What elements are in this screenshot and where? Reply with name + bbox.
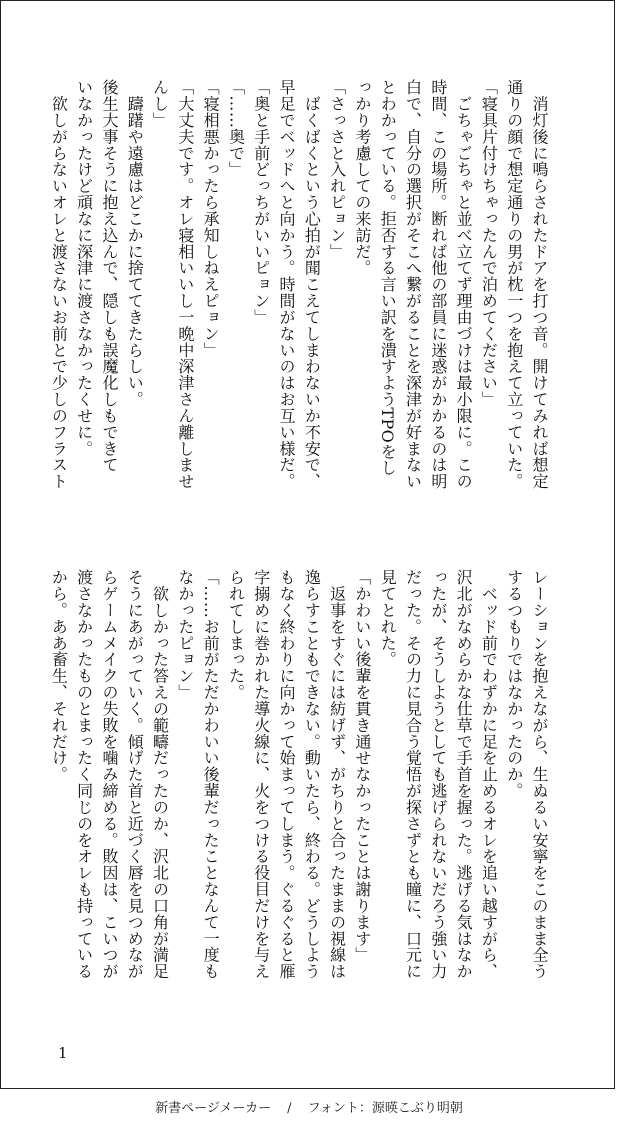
text-column: 字搦めに巻かれた導火線に、火をつける役目だけを与え [251, 569, 271, 980]
text-column: 返事をすぐには紡げず、がちりと合ったままの視線は [327, 569, 347, 980]
text-block-bottom [49, 569, 552, 1014]
text-column: そうにあがっていく。傾げた首と近づく唇を見つめなが [125, 569, 145, 980]
text-column: 欲しかった答えの範疇だったのか、沢北の口角が満足 [150, 569, 170, 980]
text-column: 時間、この場所。断れば他の部員に迷惑がかかるのは明 [428, 79, 448, 490]
text-column: 「さっさと入れピョン」 [327, 79, 347, 260]
text-column: ったが、そうしようとしても逃げられないだろう強い力 [428, 569, 448, 980]
text-column: らゲームメイクの失敗を噛み締める。敗因は、こいつが [99, 569, 119, 980]
text-column: レーションを抱えながら、生ぬるい安寧をこのまま全う [530, 569, 549, 980]
text-column: 「大丈夫です。オレ寝相いいし一晩中深津さん離しませ [175, 79, 195, 490]
text-column: 消灯後に鳴らされたドアを打つ音。開けてみれば想定 [530, 79, 549, 490]
text-column: 「寝相悪かったら承知しねえピョン」 [201, 79, 221, 359]
footer-credit [0, 1101, 618, 1117]
text-column: 早足でベッドへと向かう。時間がないのはお互い様だ。 [277, 79, 297, 490]
text-column: 沢北がなめらかな仕草で手首を握った。逃げる気はなか [454, 569, 474, 980]
footer-app-name: 新書ページメーカー [155, 1101, 272, 1116]
page-number: 1 [58, 1044, 68, 1062]
footer-separator: / [287, 1101, 292, 1116]
text-column: 躊躇や遠慮はどこかに捨ててきたらしい。 [125, 79, 145, 408]
text-column: 欲しがらないオレと渡さないお前とで少しのフラスト [49, 79, 69, 490]
text-column: ばくばくという心拍が聞こえてしまわないか不安で、 [302, 79, 322, 490]
text-column: 「奥と手前どっちがいいピョン」 [251, 79, 271, 326]
text-column: 見てとれた。 [378, 569, 398, 668]
text-column: 逸らすこともできない。動いたら、終わる。どうしよう [302, 569, 322, 980]
text-column: だった。その力に見合う覚悟が探さずとも瞳に、口元に [403, 569, 423, 980]
text-column: ベッド前でわずかに足を止めるオレを追い越すがら、 [479, 569, 499, 980]
text-column: とわかっている。拒否する言い訳を潰すようTPOをし [378, 79, 398, 477]
text-column: られてしまった。 [226, 569, 246, 701]
text-block-top [49, 79, 552, 524]
text-column: 「……お前がただかわいい後輩だったことなんて一度も [201, 569, 221, 980]
text-column: するつもりではなかったのか。 [504, 569, 524, 799]
text-column: 通りの顔で想定通りの男が枕一つを抱えて立っていた。 [504, 79, 524, 490]
text-column: いなかったけど頑なに深津に渡さなかったくせに。 [74, 79, 94, 457]
text-column: 後生大事そうに抱え込んで、隠しも誤魔化しもできて [99, 79, 119, 474]
text-column: 「寝具片付けちゃったんで泊めてください」 [479, 79, 499, 408]
footer-font-credit: フォント：源暎こぶり明朝 [307, 1101, 463, 1116]
text-column: なかったピョン」 [175, 569, 195, 701]
text-column: から。ああ畜生、それだけ。 [49, 569, 69, 783]
text-column: ごちゃごちゃと並べ立てず理由づけは最小限に。この [454, 79, 474, 490]
text-column: 白で、自分の選択がそこへ繋がることを深津が好まない [403, 79, 423, 490]
text-column: っかり考慮しての来訪だ。 [352, 79, 372, 277]
text-column: 「……奥で」 [226, 79, 246, 178]
text-column: もなく終わりに向かって始まってしまう。ぐるぐると雁 [277, 569, 297, 980]
text-column: んし」 [150, 79, 170, 129]
text-column: 渡さなかったものとまったく同じのをオレも持っている [74, 569, 94, 980]
text-column: 「かわいい後輩を貫き通せなかったことは謝ります」 [352, 569, 372, 964]
